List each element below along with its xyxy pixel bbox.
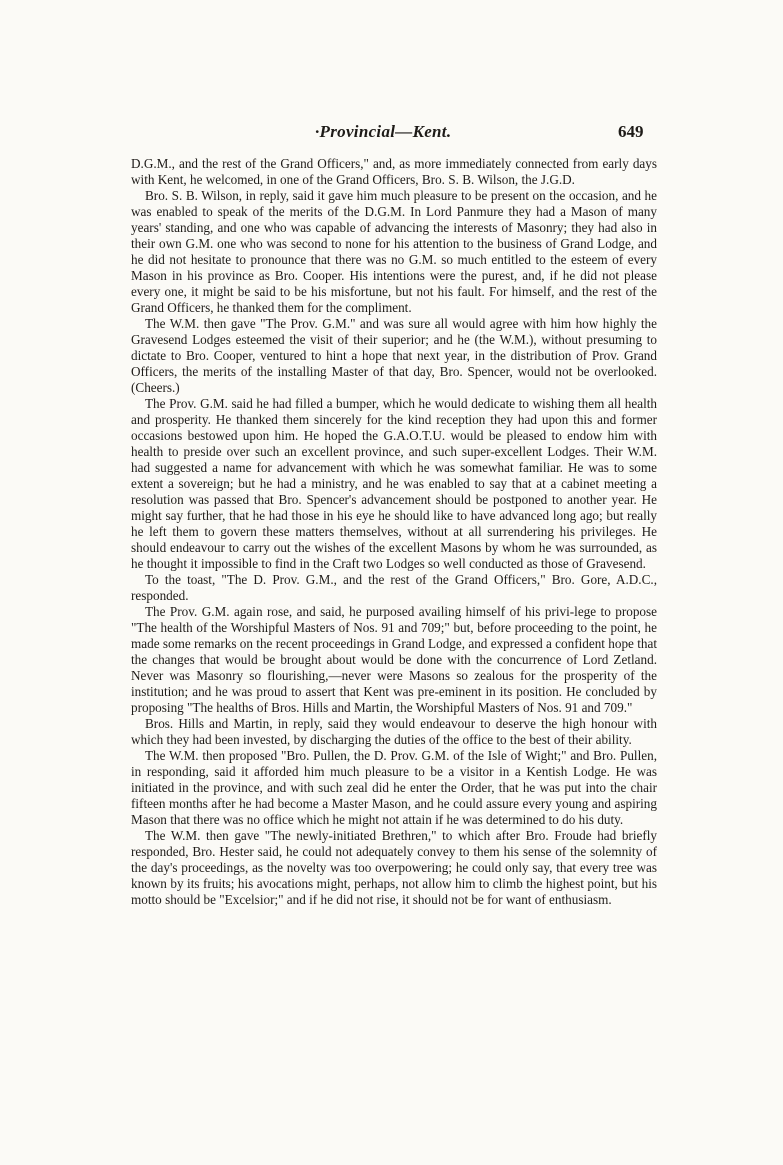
paragraph: Bros. Hills and Martin, in reply, said they would endeavour to deserve the high honour with which they had been invested, by discharging the duties of the office to the best of their ability. (131, 716, 657, 747)
paragraph: The W.M. then proposed "Bro. Pullen, the D. Prov. G.M. of the Isle of Wight;" and Bro. Pullen, in responding, said it afforded him much pleasure to be a visitor in a Kentish Lodge. He was initiated in the province, and with such zeal did he enter the Order, that he was put into the chair fifteen months after he had become a Master Mason, and he could assure every young and aspiring Mason that there was no office which he might not attain if he was determined to do his duty. (131, 748, 657, 827)
paragraph: To the toast, "The D. Prov. G.M., and the rest of the Grand Officers," Bro. Gore, A.D.C., responded. (131, 572, 657, 603)
paragraph: The W.M. then gave "The newly-initiated Brethren," to which after Bro. Froude had briefly responded, Bro. Hester said, he could not adequately convey to them his sense of the solemnity of the day's proceedings, as the novelty was too overpowering; he could only say, that every tree was known by its fruits; his avocations might, perhaps, not allow him to climb the highest point, but his motto should be "Excelsior;" and if he did not rise, it should not be for want of enthusiasm. (131, 828, 657, 907)
running-title: ·Provincial—Kent. (315, 122, 452, 141)
page-header (0, 122, 783, 150)
paragraph: The W.M. then gave "The Prov. G.M." and was sure all would agree with him how highly the Gravesend Lodges esteemed the visit of their superior; and he (the W.M.), without presuming to dictate to Bro. Cooper, ventured to hint a hope that next year, in the distribution of Prov. Grand Officers, the merits of the installing Master of that day, Bro. Spencer, would not be overlooked. (Cheers.) (131, 316, 657, 395)
paragraph: The Prov. G.M. again rose, and said, he purposed availing himself of his privi-lege to propose "The health of the Worshipful Masters of Nos. 91 and 709;" but, before proceeding to the point, he made some remarks on the recent proceedings in Grand Lodge, and expressed a confident hope that the changes that would be brought about would be done with the concurrence of Lord Zetland. Never was Masonry so flourishing,—never were Masons so zealous for the prosperity of the institution; and he was proud to assert that Kent was pre-eminent in its position. He concluded by proposing "The healths of Bros. Hills and Martin, the Worshipful Masters of Nos. 91 and 709." (131, 604, 657, 715)
page-number: 649 (618, 122, 644, 141)
paragraph: Bro. S. B. Wilson, in reply, said it gave him much pleasure to be present on the occasion, and he was enabled to speak of the merits of the D.G.M. In Lord Panmure they had a Mason of many years' standing, and one who was capable of advancing the interests of Masonry; they had also in their own G.M. one who was second to none for his attention to the business of Grand Lodge, and he did not hesitate to pronounce that there was no G.M. so much entitled to the esteem of every Mason in his province as Bro. Cooper. His intentions were the purest, and, if he did not please every one, it might be said to be his misfortune, but not his fault. For himself, and the rest of the Grand Officers, he thanked them for the compliment. (131, 188, 657, 315)
paragraph: The Prov. G.M. said he had filled a bumper, which he would dedicate to wishing them all health and prosperity. He thanked them sincerely for the kind reception they had upon this and former occasions bestowed upon him. He hoped the G.A.O.T.U. would be pleased to endow him with health to preside over such an excellent province, and such super-excellent Lodges. Their W.M. had suggested a name for advancement with which he was somewhat familiar. He was to some extent a sovereign; but he had a ministry, and he was enabled to say that at a cabinet meeting a resolution was passed that Bro. Spencer's advancement should be postponed to another year. He might say further, that he had those in his eye he should like to have advanced long ago; but really he left them to govern these matters themselves, without at all surrendering his privileges. He should endeavour to carry out the wishes of the excellent Masons by whom he was surrounded, as he thought it impossible to find in the Craft two Lodges so well conducted as those of Gravesend. (131, 396, 657, 571)
paragraph: D.G.M., and the rest of the Grand Officers," and, as more immediately connected from early days with Kent, he welcomed, in one of the Grand Officers, Bro. S. B. Wilson, the J.G.D. (131, 156, 657, 187)
article-body (131, 156, 657, 908)
